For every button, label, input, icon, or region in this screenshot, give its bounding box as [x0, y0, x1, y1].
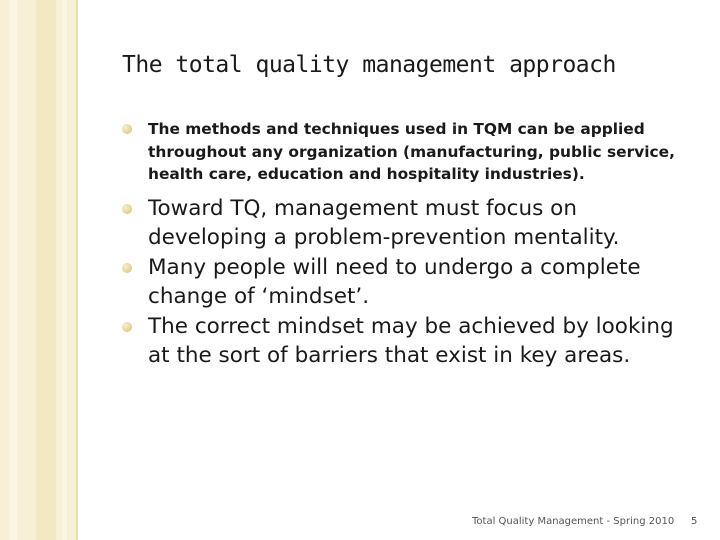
- bullet-item: [148, 194, 696, 253]
- page-number: 5: [691, 516, 698, 527]
- decorative-edge: [76, 0, 78, 540]
- bullet-text: The methods and techniques used in TQM can be applied throughout any organization (manufacturing, public service, health care, education and hospitality industries).: [148, 120, 675, 183]
- decorative-stripe: [62, 0, 67, 540]
- bullet-text: The correct mindset may be achieved by looking at the sort of barriers that exist in key areas.: [148, 313, 674, 368]
- bullet-icon: [122, 124, 132, 134]
- decorative-stripe: [36, 0, 56, 540]
- bullet-item: [148, 253, 696, 312]
- bullet-item: [148, 118, 696, 186]
- bullet-text: Many people will need to undergo a complete change of ‘mindset’.: [148, 254, 641, 309]
- slide-title: The total quality management approach: [122, 52, 616, 78]
- bullet-icon: [122, 322, 132, 332]
- decorative-stripe: [10, 0, 17, 540]
- bullet-item: [148, 312, 696, 371]
- bullet-list: [148, 118, 696, 371]
- bullet-icon: [122, 263, 132, 273]
- footer-text: Total Quality Management - Spring 2010: [472, 516, 675, 527]
- bullet-icon: [122, 204, 132, 214]
- bullet-text: Toward TQ, management must focus on developing a problem-prevention mentality.: [148, 195, 620, 250]
